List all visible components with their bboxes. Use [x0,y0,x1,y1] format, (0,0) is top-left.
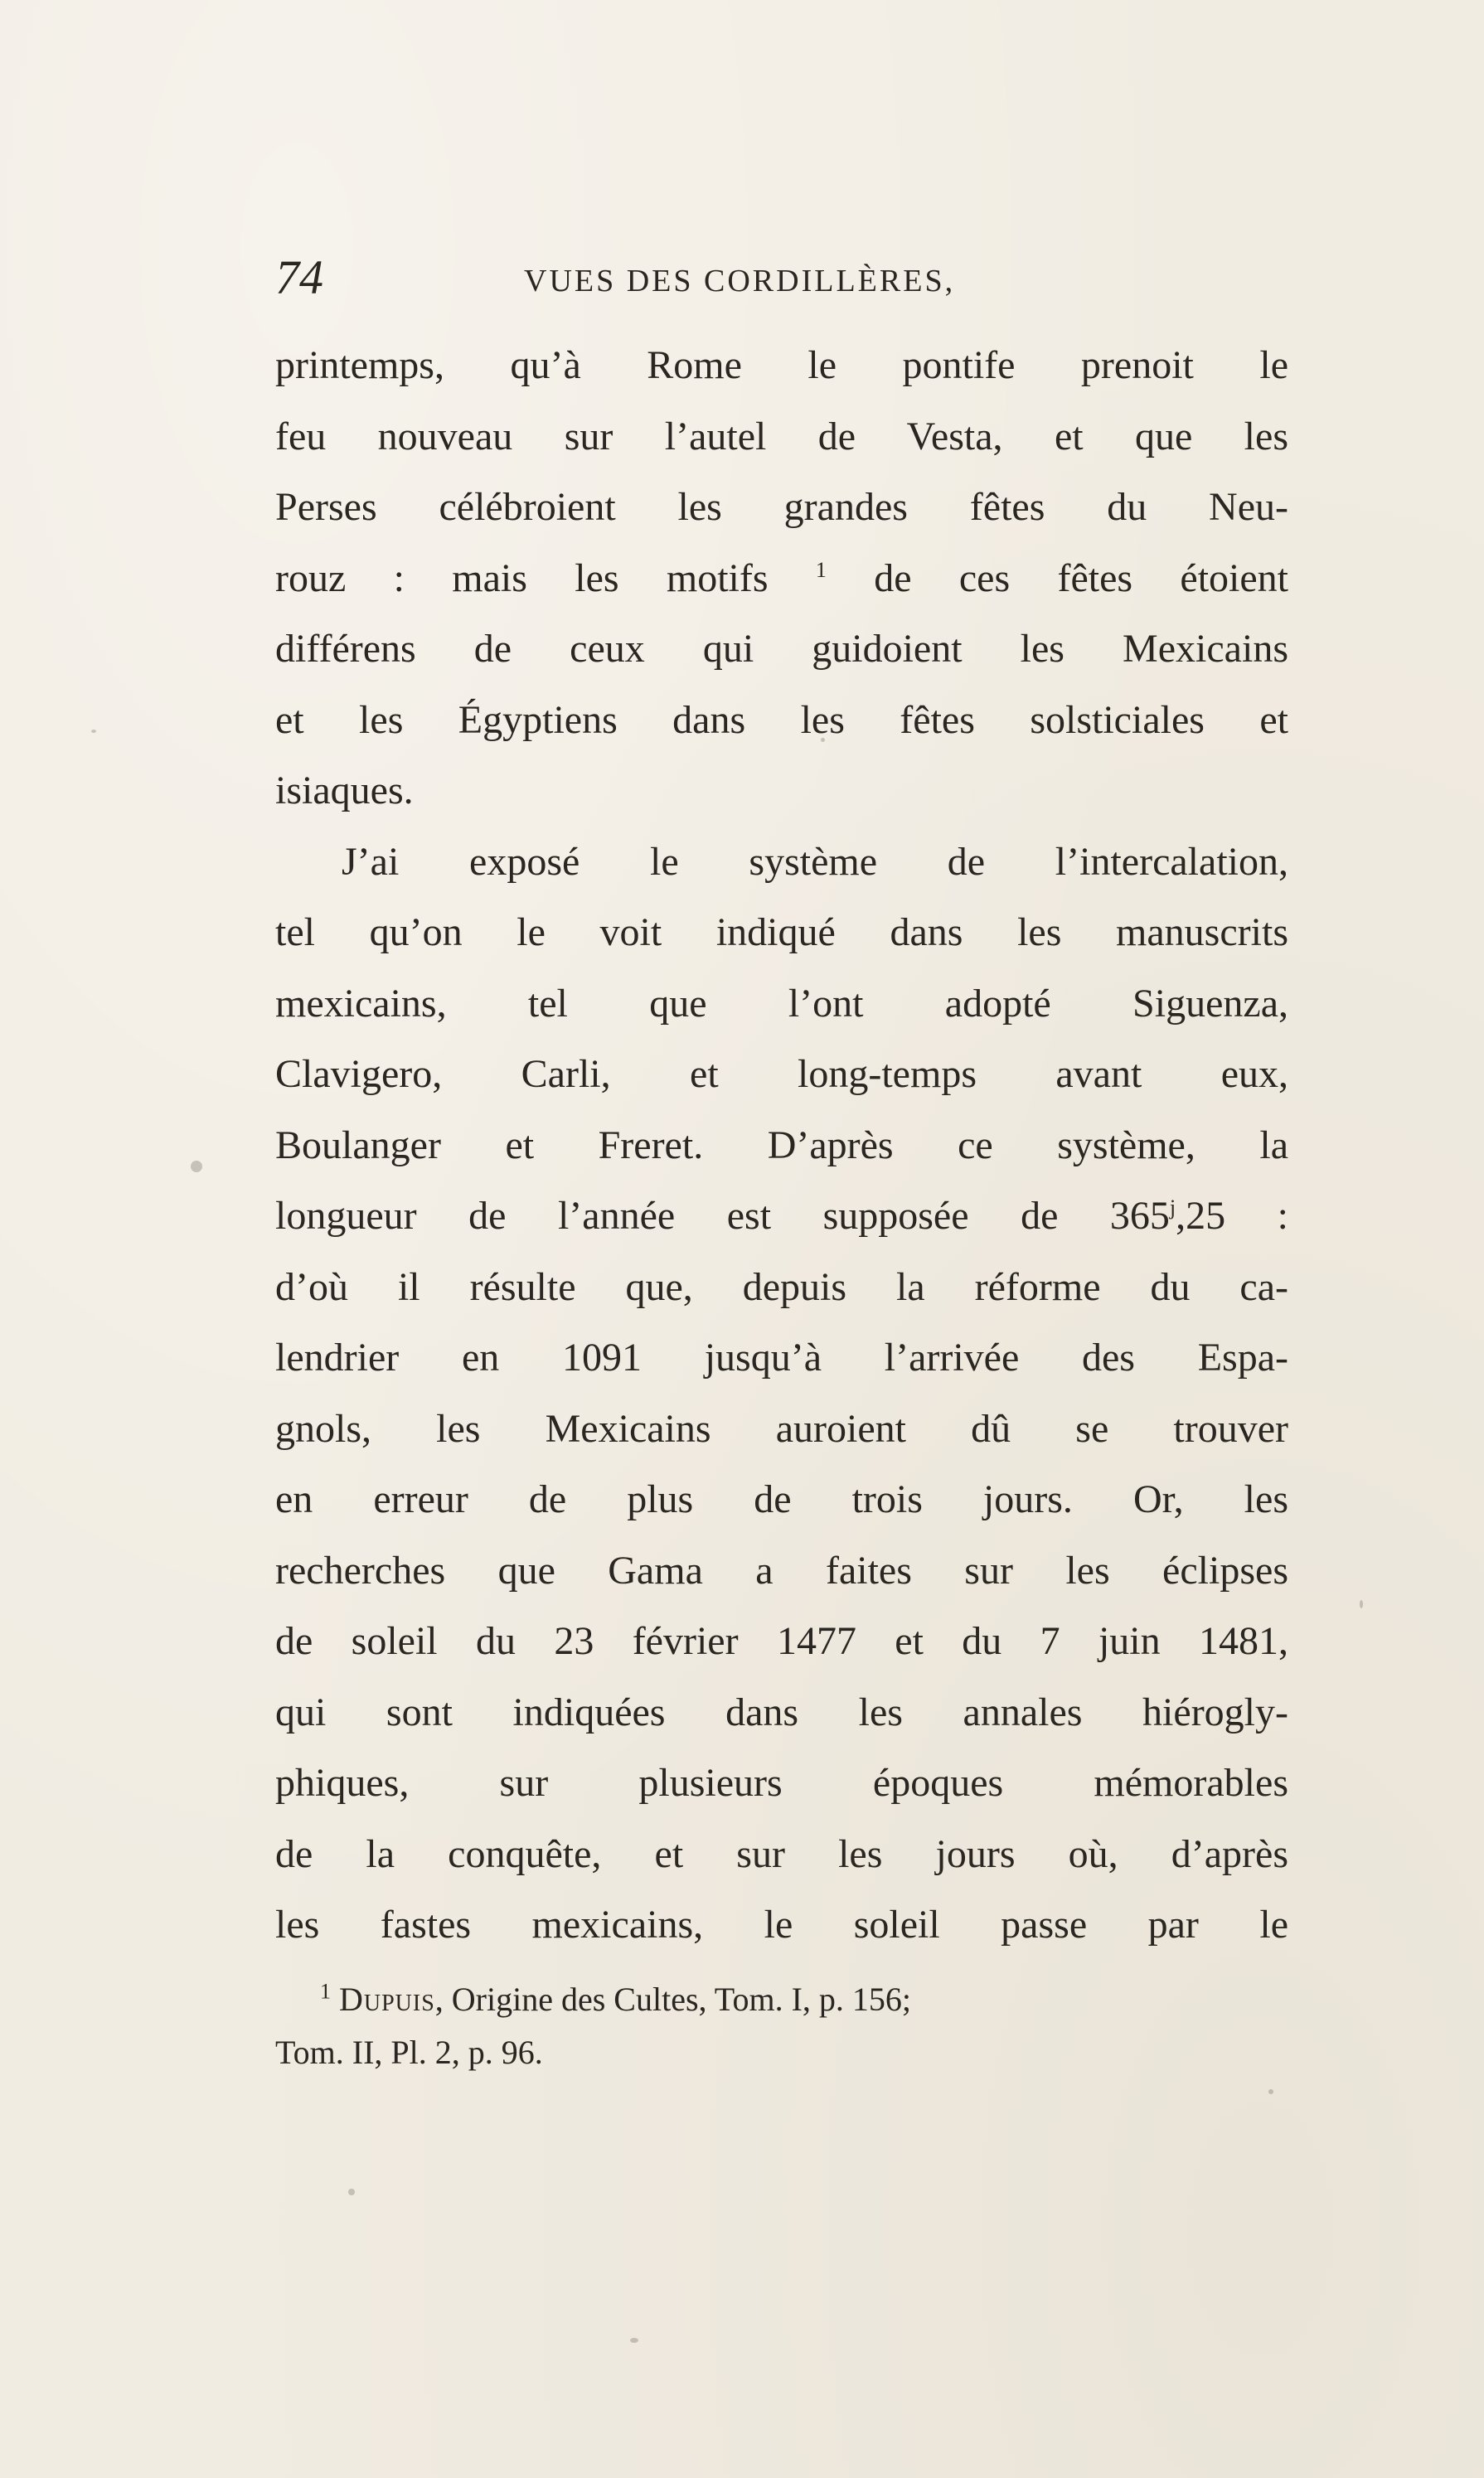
superscript-mark: j [1169,1195,1176,1220]
text-line: de la conquête, et sur les jours où, d’après [275,1831,1288,1876]
running-head: VUES DES CORDILLÈRES, [524,264,956,298]
footnote-reference: 1 [815,557,827,582]
text-line: en erreur de plus de trois jours. Or, les [275,1477,1288,1521]
text-fragment: 365 [1109,1194,1170,1238]
footnote-author: Dupuis [339,1981,435,2018]
text-line: Perses célébroient les grandes fêtes du Neu- [275,485,1288,529]
text-line: gnols, les Mexicains auroient dû se trouver [275,1406,1288,1451]
text-line: et les Égyptiens dans les fêtes solsticiales et [275,697,1288,742]
footnote-citation: , Origine des Cultes, Tom. I, p. 156; [434,1981,911,2018]
text-fragment: rouz : mais les motifs [275,555,769,600]
text-line: phiques, sur plusieurs époques mémorables [275,1761,1288,1805]
text-fragment: de ces fêtes étoient [874,555,1288,600]
text-line: recherches que Gama a faites sur les éclipses [275,1548,1288,1593]
text-line: mexicains, tel que l’ont adopté Siguenza, [275,981,1288,1026]
text-line: les fastes mexicains, le soleil passe par le [275,1903,1288,1947]
text-line: d’où il résulte que, depuis la réforme du ca- [275,1264,1288,1309]
text-line: Boulanger et Freret. D’après ce système, la [275,1123,1288,1167]
text-line: feu nouveau sur l’autel de Vesta, et que les [275,414,1288,458]
footnote-marker: 1 [320,1979,331,2004]
footnote-line: Tom. II, Pl. 2, p. 96. [275,2034,543,2071]
footnote [275,1973,1288,2079]
page-header [275,249,1287,315]
text-line: différens de ceux qui guidoient les Mexicains [275,627,1288,671]
text-line: Clavigero, Carli, et long-temps avant eux, [275,1052,1288,1096]
text-fragment: longueur de l’année est supposée de [275,1194,1059,1238]
text-line: J’ai exposé le système de l’intercalation, [342,839,1288,884]
body-text [275,330,1288,1961]
text-line [275,543,1288,614]
text-line: qui sont indiquées dans les annales hiérogly- [275,1690,1288,1734]
text-line: isiaques. [275,769,414,812]
footnote-line [275,1973,1288,2026]
page-number: 74 [275,250,323,304]
text-line [275,1181,1288,1252]
text-line: printemps, qu’à Rome le pontife prenoit le [275,343,1288,387]
text-fragment: ,25 : [1176,1194,1288,1238]
text-line: tel qu’on le voit indiqué dans les manuscrits [275,910,1288,954]
text-line: lendrier en 1091 jusqu’à l’arrivée des Espa- [275,1336,1288,1380]
text-line: de soleil du 23 février 1477 et du 7 juin 1481, [275,1619,1288,1663]
